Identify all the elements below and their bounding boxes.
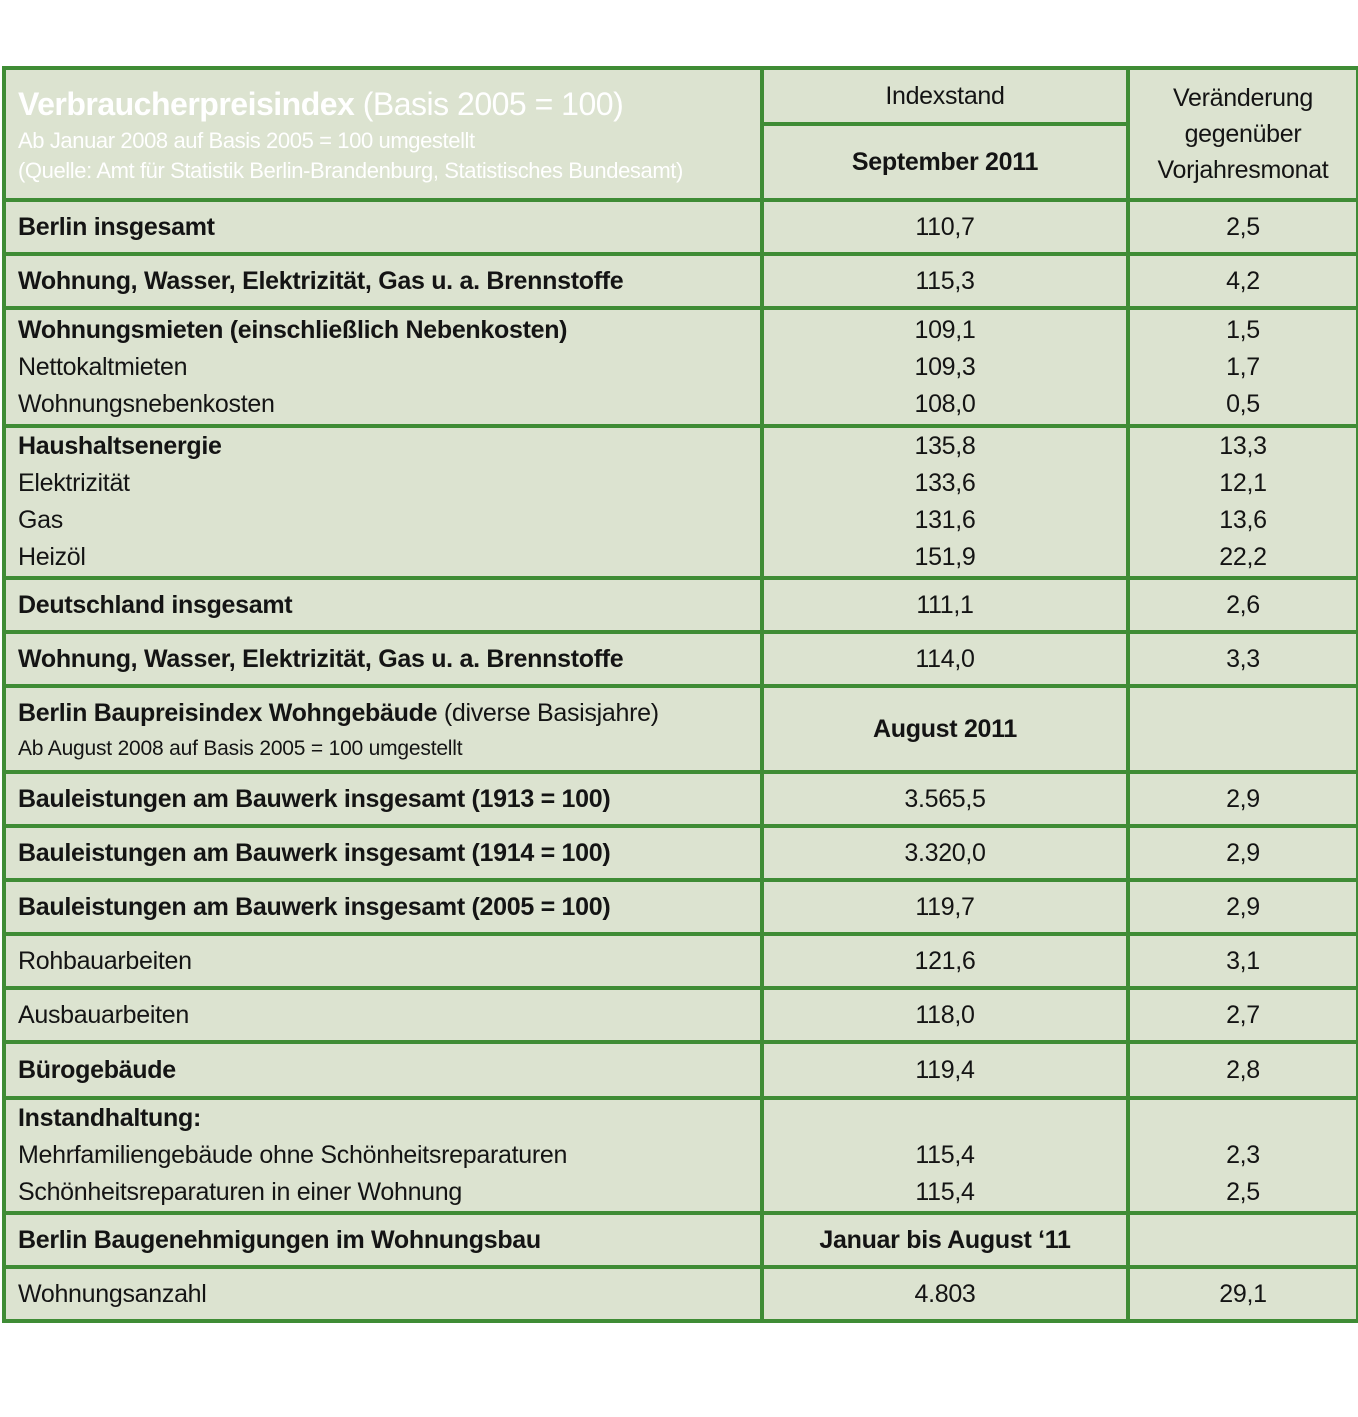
row-label: Bauleistungen am Bauwerk insgesamt (2005 = 100) <box>4 880 762 934</box>
change-value: 2,5 <box>1226 1178 1260 1206</box>
row-label: Gas <box>18 506 63 534</box>
change-value: 3,1 <box>1128 934 1358 988</box>
change-value: 29,1 <box>1128 1267 1358 1321</box>
change-value: 1,7 <box>1226 352 1260 381</box>
row-label: Mehrfamiliengebäude ohne Schönheitsreparaturen <box>18 1141 568 1169</box>
consumer-price-index-table <box>2 66 1358 1323</box>
change-value: 13,3 <box>1219 432 1267 460</box>
table-row <box>4 254 1358 308</box>
index-value-group <box>762 426 1128 578</box>
change-value: 2,5 <box>1128 200 1358 254</box>
table-masthead <box>4 68 762 200</box>
table-row <box>4 1267 1358 1321</box>
row-label: Haushaltsenergie <box>18 432 222 460</box>
change-value: 22,2 <box>1219 543 1267 571</box>
index-value: 109,1 <box>914 315 976 344</box>
table-source: (Quelle: Amt für Statistik Berlin-Brandenburg, Statistisches Bundesamt) <box>18 158 683 183</box>
index-value: 151,9 <box>914 543 976 571</box>
section-title <box>18 693 748 733</box>
row-label: Wohnungsnebenkosten <box>18 389 275 418</box>
table-row-group <box>4 308 1358 426</box>
column-header-change: Veränderung gegenüber Vorjahresmonat <box>1128 68 1358 200</box>
index-value: 119,4 <box>762 1042 1128 1098</box>
change-value: 2,9 <box>1128 826 1358 880</box>
row-label: Elektrizität <box>18 469 130 497</box>
index-value: 111,1 <box>762 578 1128 632</box>
index-value: 3.565,5 <box>762 772 1128 826</box>
row-label: Ausbauarbeiten <box>4 988 762 1042</box>
table-section-row <box>4 686 1358 772</box>
index-value-group <box>762 1098 1128 1213</box>
table-row <box>4 988 1358 1042</box>
table-row <box>4 934 1358 988</box>
index-value: 131,6 <box>914 506 976 534</box>
table-row <box>4 826 1358 880</box>
index-value: 115,4 <box>915 1141 975 1169</box>
index-value: 135,8 <box>914 432 976 460</box>
row-label-group <box>4 1098 762 1213</box>
table-row <box>4 632 1358 686</box>
change-value-group <box>1128 426 1358 578</box>
table-section-row <box>4 1213 1358 1267</box>
index-value: 4.803 <box>762 1267 1128 1321</box>
index-value: 133,6 <box>914 469 976 497</box>
change-value: 3,3 <box>1128 632 1358 686</box>
row-label: Wohnung, Wasser, Elektrizität, Gas u. a. Brennstoffe <box>4 632 762 686</box>
index-value: 115,4 <box>915 1178 975 1206</box>
table-row <box>4 880 1358 934</box>
change-value: 1,5 <box>1226 315 1260 344</box>
row-label: Schönheitsreparaturen in einer Wohnung <box>18 1178 462 1206</box>
section-label <box>4 686 762 772</box>
row-label-group <box>4 426 762 578</box>
index-value-empty <box>776 1100 1114 1137</box>
change-value: 2,9 <box>1128 880 1358 934</box>
table-title-suffix: (Basis 2005 = 100) <box>354 86 624 122</box>
change-value: 2,3 <box>1226 1141 1260 1169</box>
change-value: 0,5 <box>1226 389 1260 418</box>
row-label: Instandhaltung: <box>18 1104 201 1132</box>
table-row-group <box>4 426 1358 578</box>
index-value: 114,0 <box>762 632 1128 686</box>
table-row <box>4 578 1358 632</box>
row-label: Bauleistungen am Bauwerk insgesamt (1914 = 100) <box>4 826 762 880</box>
section-label: Berlin Baugenehmigungen im Wohnungsbau <box>4 1213 762 1267</box>
section-period: Januar bis August ‘11 <box>762 1213 1128 1267</box>
change-value-empty <box>1142 1100 1344 1137</box>
index-value: 121,6 <box>762 934 1128 988</box>
change-value-empty <box>1128 686 1358 772</box>
index-value: 115,3 <box>762 254 1128 308</box>
change-value: 4,2 <box>1128 254 1358 308</box>
table-title-main: Verbraucherpreisindex <box>18 86 355 122</box>
index-value: 119,7 <box>762 880 1128 934</box>
change-value-group <box>1128 308 1358 426</box>
change-value-empty <box>1128 1213 1358 1267</box>
index-value: 109,3 <box>914 352 976 381</box>
row-label: Wohnung, Wasser, Elektrizität, Gas u. a. Brennstoffe <box>4 254 762 308</box>
row-label: Deutschland insgesamt <box>4 578 762 632</box>
change-value: 2,8 <box>1128 1042 1358 1098</box>
change-value: 2,7 <box>1128 988 1358 1042</box>
index-value: 3.320,0 <box>762 826 1128 880</box>
index-value: 108,0 <box>914 389 976 418</box>
change-value: 2,9 <box>1128 772 1358 826</box>
change-value-group <box>1128 1098 1358 1213</box>
table-subtitle: Ab Januar 2008 auf Basis 2005 = 100 umgestellt <box>18 128 475 153</box>
change-value: 13,6 <box>1219 506 1267 534</box>
row-label: Bürogebäude <box>4 1042 762 1098</box>
row-label: Heizöl <box>18 543 86 571</box>
row-label: Rohbauarbeiten <box>4 934 762 988</box>
table-row <box>4 1042 1358 1098</box>
table-title <box>18 82 748 126</box>
row-label: Bauleistungen am Bauwerk insgesamt (1913 = 100) <box>4 772 762 826</box>
row-label: Nettokaltmieten <box>18 352 188 381</box>
row-label-group <box>4 308 762 426</box>
change-value: 12,1 <box>1219 469 1267 497</box>
table-row-group <box>4 1098 1358 1213</box>
index-value: 118,0 <box>762 988 1128 1042</box>
section-subtitle: Ab August 2008 auf Basis 2005 = 100 umgestellt <box>18 737 463 760</box>
row-label: Wohnungsmieten (einschließlich Nebenkosten) <box>18 315 568 344</box>
column-header-month: September 2011 <box>762 124 1128 200</box>
change-value: 2,6 <box>1128 578 1358 632</box>
row-label: Berlin insgesamt <box>4 200 762 254</box>
section-title-bold: Berlin Baupreisindex Wohngebäude <box>18 699 438 727</box>
table-row <box>4 200 1358 254</box>
section-period: August 2011 <box>762 686 1128 772</box>
row-label: Wohnungsanzahl <box>4 1267 762 1321</box>
section-title-suffix: (diverse Basisjahre) <box>437 699 659 727</box>
index-value: 110,7 <box>762 200 1128 254</box>
table-row <box>4 772 1358 826</box>
table-header-row-1 <box>4 68 1358 124</box>
column-header-indexstand: Indexstand <box>762 68 1128 124</box>
index-value-group <box>762 308 1128 426</box>
